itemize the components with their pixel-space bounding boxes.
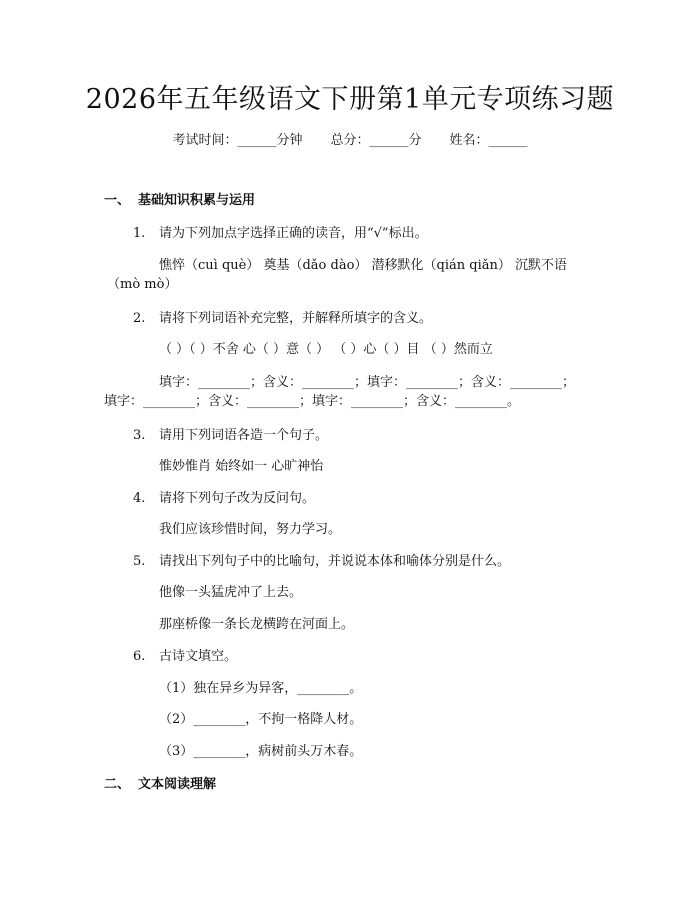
q5-number: 5. bbox=[133, 554, 146, 569]
q6-text: 古诗文填空。 bbox=[159, 649, 238, 664]
student-name: 姓名：______ bbox=[449, 133, 528, 148]
q4-number: 4. bbox=[133, 491, 146, 506]
q3-number: 3. bbox=[133, 428, 146, 443]
q5-sentence-2: 那座桥像一条长龙横跨在河面上。 bbox=[159, 617, 355, 632]
section-2-title: 文本阅读理解 bbox=[138, 777, 217, 792]
q2-number: 2. bbox=[133, 311, 146, 326]
q4-sentence: 我们应该珍惜时间，努力学习。 bbox=[159, 522, 342, 537]
q1-options-line2: （mò mò） bbox=[107, 277, 178, 292]
section-1-number: 一、 bbox=[104, 193, 131, 208]
q6-poem-3: （3）________，病树前头万木春。 bbox=[159, 744, 363, 759]
q1-number: 1. bbox=[133, 226, 146, 241]
q1-options-line1: 憔悴（cuì què） 奠基（dǎo dào） 潜移默化（qián qiǎn） 沉默不语 bbox=[159, 258, 567, 273]
q2-words: （ ）（ ）不舍 心（ ）意（ ） （ ）心（ ）目 （ ）然而立 bbox=[159, 342, 493, 357]
total-score: 总分：______分 bbox=[330, 133, 422, 148]
q5-sentence-1: 他像一头猛虎冲了上去。 bbox=[159, 585, 303, 600]
q2-fill-line1: 填字：________；含义：________；填字：________；含义：________； bbox=[159, 375, 576, 390]
page-title: 2026年五年级语文下册第1单元专项练习题 bbox=[85, 84, 615, 115]
q6-poem-1: （1）独在异乡为异客，________。 bbox=[159, 681, 363, 696]
exam-meta bbox=[0, 132, 700, 150]
q3-text: 请用下列词语各造一个句子。 bbox=[159, 428, 329, 443]
q2-text: 请将下列词语补充完整，并解释所填字的含义。 bbox=[159, 311, 433, 326]
q5-text: 请找出下列句子中的比喻句，并说说本体和喻体分别是什么。 bbox=[159, 554, 511, 569]
q4-text: 请将下列句子改为反问句。 bbox=[159, 491, 316, 506]
q2-fill-line2: 填字：________；含义：________；填字：________；含义：________。 bbox=[104, 394, 521, 409]
section-1-title: 基础知识积累与运用 bbox=[138, 193, 256, 208]
q6-number: 6. bbox=[133, 649, 146, 664]
exam-time: 考试时间：______分钟 bbox=[172, 133, 303, 148]
q3-words: 惟妙惟肖 始终如一 心旷神怡 bbox=[159, 459, 324, 474]
q1-text: 请为下列加点字选择正确的读音，用“√”标出。 bbox=[159, 226, 428, 241]
q6-poem-2: （2）________，不拘一格降人材。 bbox=[159, 712, 363, 727]
section-2-number: 二、 bbox=[104, 777, 131, 792]
